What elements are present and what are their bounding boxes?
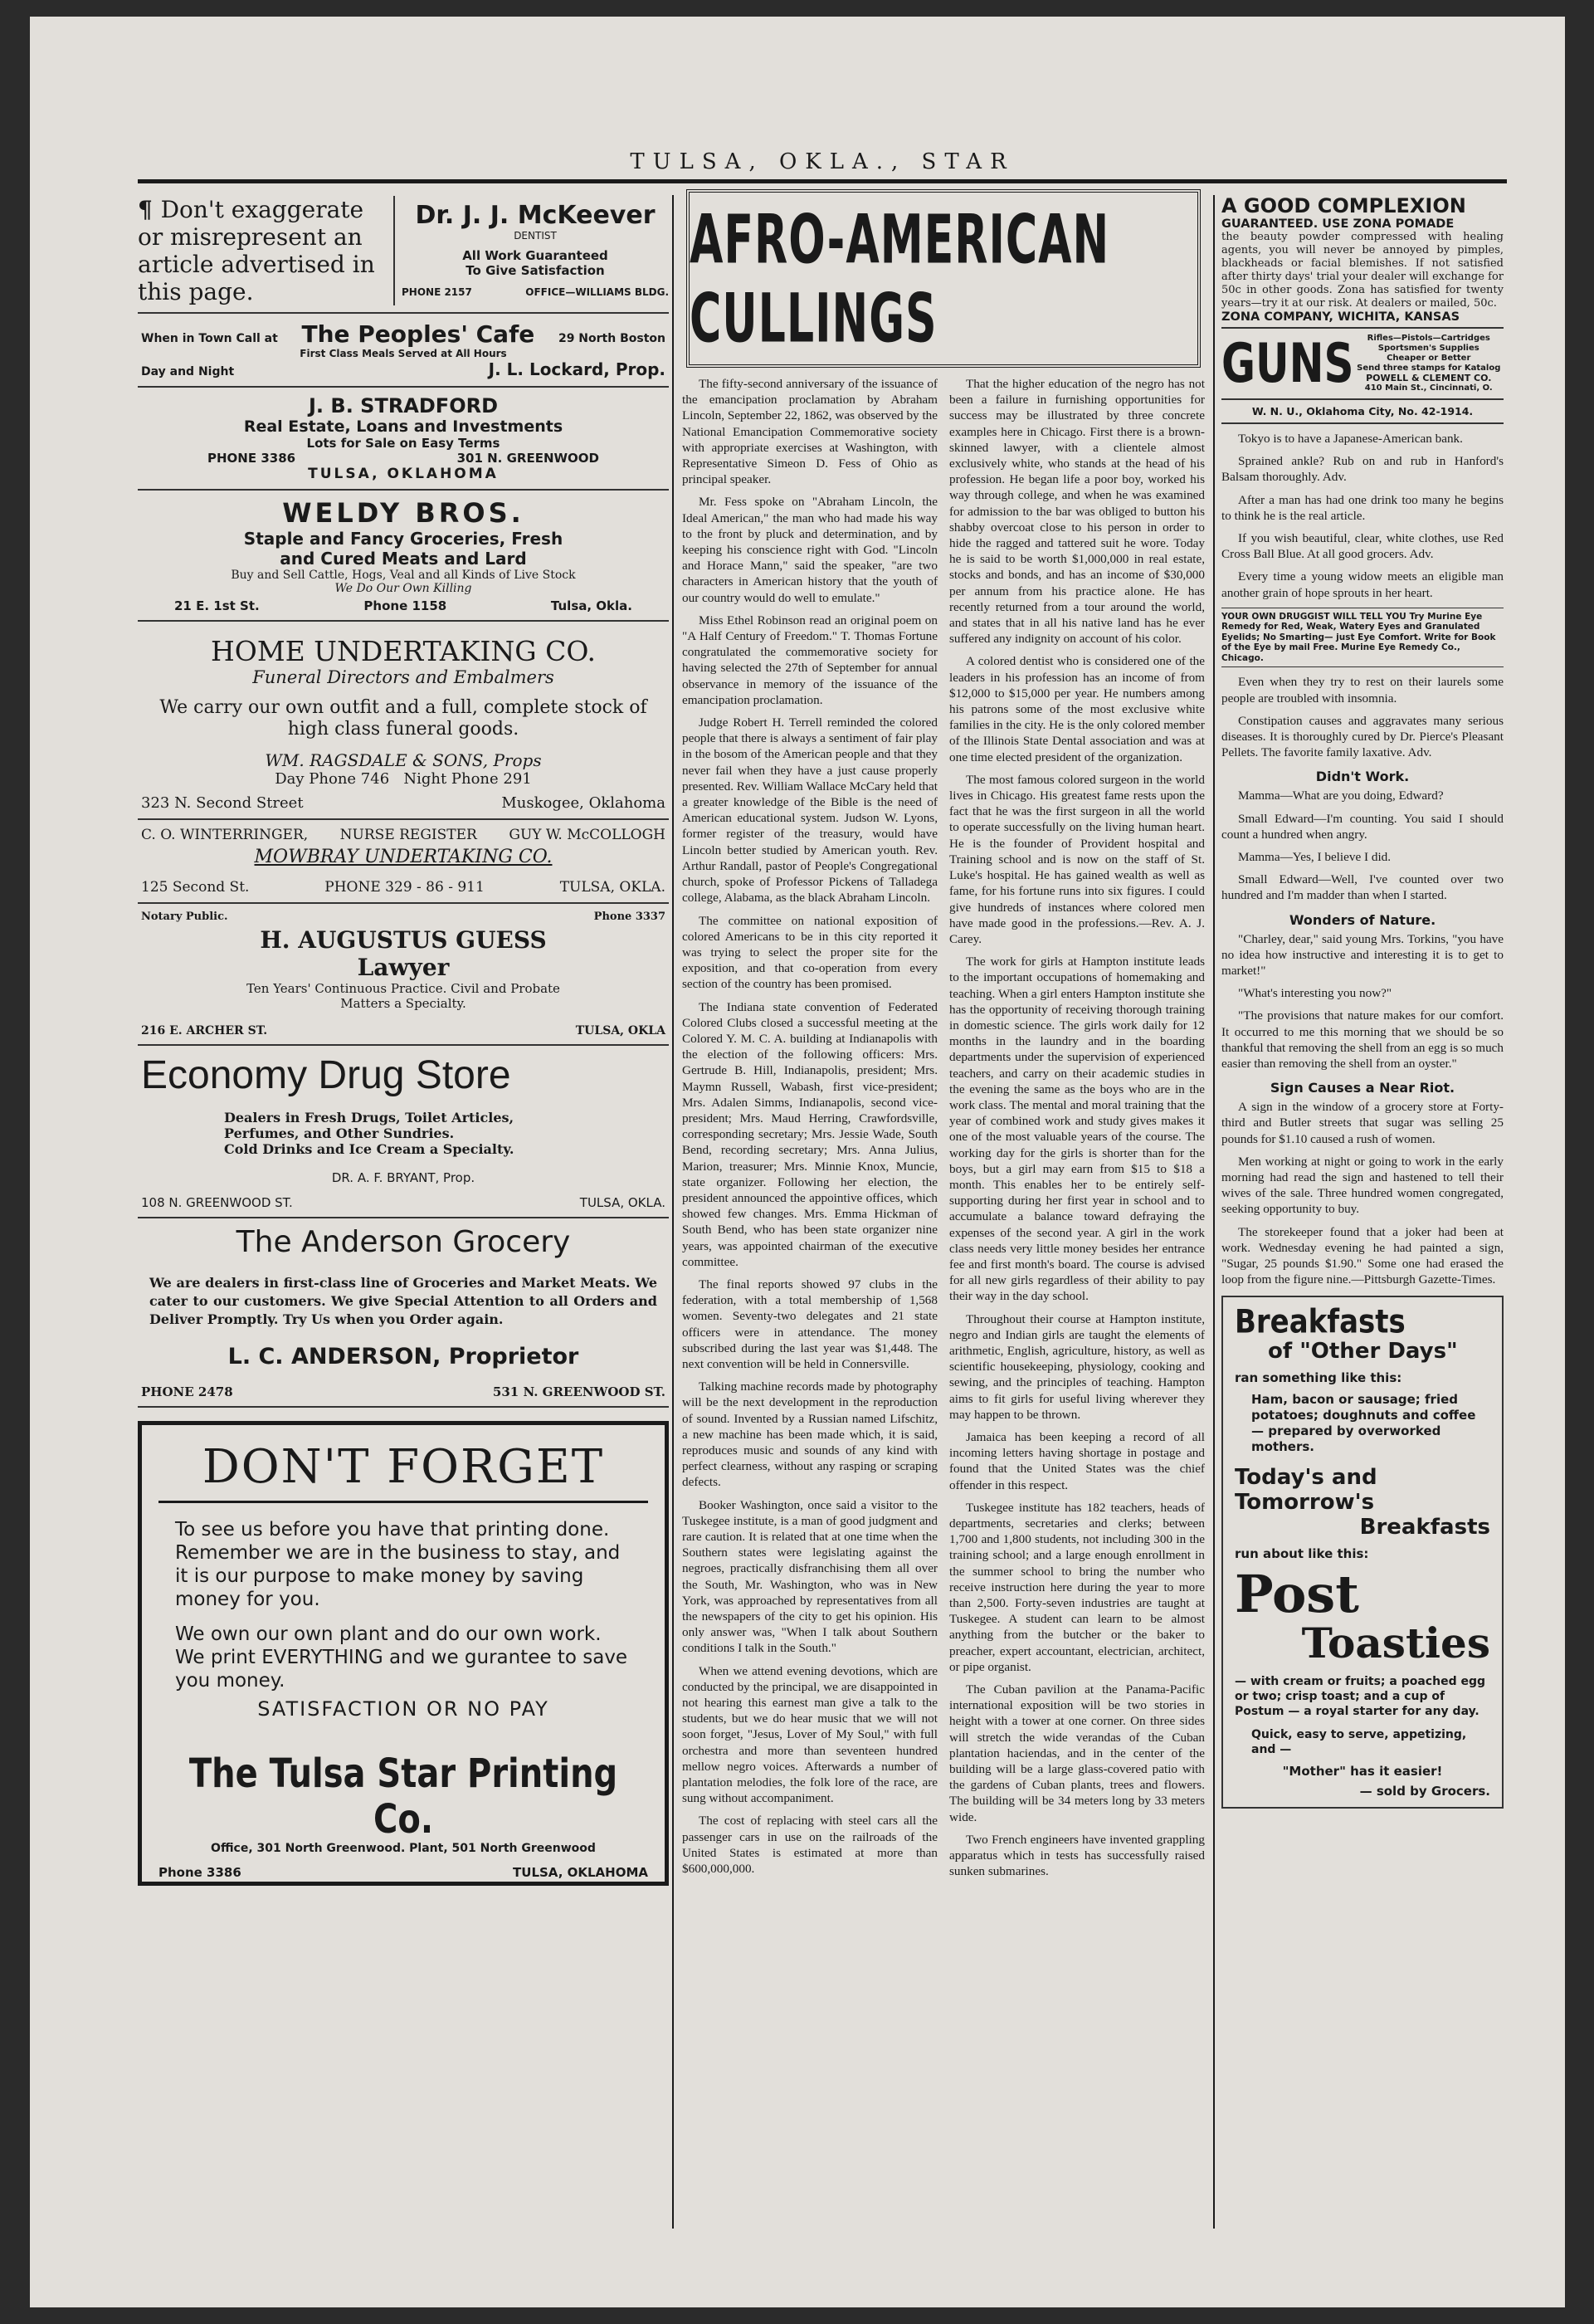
article-paragraph: Judge Robert H. Terrell reminded the colored people that there is always a sentiment of fair play in the bosom of the American people and that they never fail when they have a just cause properly presented. Rev. William Wallace McCary held that a greater knowledge of the Bible is the need of American educational system. Judson W. Lyons, former register of the treasury, would have Lincoln better studied by American youth. Rev. Arthur Randall, pastor of People's Congregational church, spoke of Professor Pickens of Talladega college, Alabama, as the black Abraham Lincoln.: [682, 715, 938, 906]
article-paragraph: The Cuban pavilion at the Panama-Pacific international exposition will be two stories in height with a tower at one corner. On three sides will stretch the wide verandas of the Cuban plantation haciendas, and in the center of the building will be a large glass-covered patio with the gardens of Cuban plants, trees and flowers. The building will be 34 meters long by 33 meters wide.: [949, 1682, 1205, 1824]
article-paragraph: That the higher education of the negro has not been a failure in furnishing opportunities for success may be illustrated by three concrete examples here in Chicago. First there is a brown-skinned lawyer, with a clientele almost exclusively white, who stands at the head of his profession. He began life a poor boy, worked his way through college, and when he was examined for admission to the bar was obliged to button his shabby overcoat close to his person in order to hide the ragged and tattered suit he wore. Today he is said to be worth $1,000,000 in real estate, stocks and bonds, and has an income of $30,000 per annum from his practice alone. He has recently returned from a tour around the world, and states that in all his native land has he ever suffered any indignity on account of his color.: [949, 377, 1205, 647]
post-toasties-ad: Breakfasts of "Other Days" ran something like this: Ham, bacon or sausage; fried potatoes; doughnuts and coffee — prepared by overworked mothers. Today's and Tomorrow's Breakfasts run about like this: Post Toasties — with cream or fruits; a poached egg or two; crisp toast; and a cup of Postum — a royal starter for any day. Quick, easy to serve, appetizing, and — "Mother" has it easier! — sold by Grocers.: [1221, 1296, 1504, 1809]
short-item: Every time a young widow meets an eligible man another grain of hope sprouts in her heart.: [1221, 569, 1504, 600]
article-paragraph: Booker Washington, once said a visitor to the Tuskegee institute, is a man of good judgment and rare caution. It is related that at one time when the Southern states were legislating against the negroes, practically disfranchising them all over the South, Mr. Washington, who was in New York, was approached by representatives from all the newspapers of the city to get his opinion. His only answer was, "When I talk about Southern conditions I talk in the South.": [682, 1497, 938, 1656]
story-paragraph: "The provisions that nature makes for our comfort. It occurred to me this morning that we should be so thankful that removing the shell from an egg is so much easier than removing the shell from an oyster.": [1221, 1008, 1504, 1071]
mckeever-row: [138, 191, 669, 314]
short-item: Constipation causes and aggravates many serious diseases. It is thoroughly cured by Dr. Pierce's Pleasant Pellets. The favorite family laxative. Adv.: [1221, 713, 1504, 760]
riot-story: Sign Causes a Near Riot. A sign in the window of a grocery store at Forty-third and Butler streets that sugar was selling 25 pounds for $1.10 caused a rush of women. Men working at night or going to work in the early morning had read the sign and hastened to tell their wives of the sale. Three hundred women congregated, seeking opportunity to buy. The storekeeper found that a joker had been at work. Wednesday evening he had painted a sign, "Sugar, 25 pounds $1.90." Some one had erased the loop from the figure nine.—Pittsburgh Gazette-Times.: [1221, 1080, 1504, 1287]
cullings-title-box: [686, 189, 1201, 368]
story-paragraph: Mamma—What are you doing, Edward?: [1238, 788, 1444, 803]
misc-column: [1221, 191, 1504, 2233]
article-paragraph: The cost of replacing with steel cars all the passenger cars in use on the railroads of the United States is estimated at more than $600,000,000.: [682, 1814, 938, 1877]
article-paragraph: The final reports showed 97 clubs in the federation, with a total membership of 1,568 women. Seventy-two delegates and 21 state officers were in attendance. The money subscribed during the last year was $1,448. The next convention will be held in Connersville.: [682, 1277, 938, 1371]
wnu-line: W. N. U., Oklahoma City, No. 42-1914.: [1221, 400, 1504, 424]
column-rule-1: [672, 195, 674, 2229]
article-paragraph: Mr. Fess spoke on "Abraham Lincoln, the Ideal American," the man who had made his way to the front by pluck and determination, and by keeping his conscience right with God. "Lincoln and Horace Mann," said the speaker, "are two characters in American history that the youth of our country would do well to emulate.": [682, 495, 938, 605]
story-paragraph: Mamma—Yes, I believe I did.: [1238, 849, 1392, 864]
article-paragraph: Talking machine records made by photography will be the next development in the reproduction of sound. Invented by a Russian named Lifschitz, a new machine has been made which, it is said, reproduces music and sounds of any kind with perfect clearness, without any rasping or scraping defects.: [682, 1379, 938, 1490]
cullings-section: [682, 189, 1205, 2231]
short-item: Even when they try to rest on their laurels some people are troubled with insomnia.: [1221, 675, 1504, 706]
wonders-story: Wonders of Nature. "Charley, dear," said young Mrs. Torkins, "you have no idea how instructive and interesting it is to get to market!" "What's interesting you now?" "The provisions that nature makes for our comfort. It occurred to me this morning that we should be so thankful that removing the shell from an egg is so much easier than removing the shell from an oyster.": [1221, 911, 1504, 1071]
peoples-cafe-ad: When in Town Call at The Peoples' Cafe 29 North Boston First Class Meals Served at All Hours Day and Night J. L. Lockard, Prop.: [138, 314, 669, 388]
masthead-rule: [138, 179, 1507, 183]
murine-ad: YOUR OWN DRUGGIST WILL TELL YOU Try Murine Eye Remedy for Red, Weak, Watery Eyes and Granulated Eyelids; No Smarting— just Eye Comfort. Write for Book of the Eye by mail Free. Murine Eye Remedy Co., Chicago.: [1221, 608, 1504, 668]
article-paragraph: Tuskegee institute has 182 teachers, heads of departments, secretaries and clerks; between 1,700 and 1,800 students, not including 300 in the training school; and a large enough enrollment in the summer school to bring the number who receive instruction here during the year to more than 2,500. Forty-seven industries are taught at Tuskegee. A student can learn to be almost anything from the butcher or the baker to preacher, expert accountant, electrician, architect, or pipe organist.: [949, 1500, 1205, 1674]
mckeever-ad: Dr. J. J. McKeever DENTIST All Work Guaranteed To Give Satisfaction PHONE 2157 OFFICE—WILLIAMS BLDG.: [402, 201, 669, 298]
economy-drug-ad: Economy Drug Store Dealers in Fresh Drugs, Toilet Articles, Perfumes, and Other Sundries. Cold Drinks and Ice Cream a Specialty. DR. A. F. BRYANT, Prop. 108 N. GREENWOOD ST. TULSA, OKLA.: [138, 1046, 669, 1218]
dont-forget-ad: DON'T FORGET To see us before you have that printing done. Remember we are in the business to stay, and it is our purpose to make money by saving money for you. We own our own plant and do our own work. We print EVERYTHING and we gurantee to save you money. SATISFACTION OR NO PAY The Tulsa Star Printing Co. Office, 301 North Greenwood. Plant, 501 North Greenwood Phone 3386 TULSA, OKLAHOMA: [138, 1421, 669, 1886]
article-paragraph: The most famous colored surgeon in the world lives in Chicago. His greatest fame rests upon the fact that he was the first surgeon in all the world to operate successfully on the living human heart. He is the founder of Provident hospital and Training school and is now on the staff of St. Luke's hospital. He has gained wealth as well as fame, for his fortune runs into six figures. I could give hundreds of instances where colored men have made good in the professions.—Rev. A. J. Carey.: [949, 772, 1205, 946]
zona-ad: A GOOD COMPLEXION GUARANTEED. USE ZONA POMADE the beauty powder compressed with healing agents, you will never be annoyed by pimples, blackheads or facial blemishes. If not satisfied after thirty days' trial your dealer will exchange for 50c in other goods. Zona has satisfied for twenty years—try it at our risk. At dealers or mailed, 50c. ZONA COMPANY, WICHITA, KANSAS: [1221, 191, 1504, 329]
story-paragraph: "Charley, dear," said young Mrs. Torkins, "you have no idea how instructive and interesting it is to get to market!": [1221, 931, 1504, 978]
story-paragraph: Small Edward—I'm counting. You said I should count a hundred when angry.: [1221, 811, 1504, 842]
short-item: If you wish beautiful, clear, white clothes, use Red Cross Ball Blue. At all good grocers. Adv.: [1221, 531, 1504, 562]
article-paragraph: The fifty-second anniversary of the issuance of the emancipation proclamation by Abraham Lincoln, September 22, 1862, was observed by the National Emancipation Commemorative society with appropriate exercises at Washington, with Representative Simeon D. Fess of Ohio as principal speaker.: [682, 377, 938, 487]
article-paragraph: Miss Ethel Robinson read an original poem on "A Half Century of Freedom." T. Thomas Fortune congratulated the commemorative society for having selected the 27th of September for annual observance in memory of the issuance of the emancipation proclamation.: [682, 613, 938, 707]
ads-column: [138, 191, 669, 2224]
story-paragraph: Small Edward—Well, I've counted over two hundred and I'm madder than when I started.: [1221, 872, 1504, 903]
guess-lawyer-ad: Notary Public. Phone 3337 H. AUGUSTUS GUESS Lawyer Ten Years' Continuous Practice. Civil and Probate Matters a Specialty. 216 E. ARCHER ST. TULSA, OKLA: [138, 904, 669, 1046]
newspaper-page: [30, 17, 1565, 2307]
cullings-left-column: [682, 376, 938, 1886]
guns-ad: GUNS Rifles—Pistols—Cartridges Sportsmen's Supplies Cheaper or Better Send three stamps for Katalog POWELL & CLEMENT CO. 410 Main St., Cincinnati, O.: [1221, 329, 1504, 400]
article-paragraph: The work for girls at Hampton institute leads to the important occupations of homemaking and teaching. When a girl enters Hampton institute she has the opportunity of receiving thorough training in domestic science. The girls work daily for 12 months in the laundry and in the boarding departments under the supervision of experienced teachers, and carry on their academic studies in the evening the same as the boys who are in the work class. The mental and moral training that the year of combined work and study gives makes it one of the most valuable years of the course. The working day for the girls is shorter than for the boys, but a girl may earn from $15 to $18 a month. This enables her to be entirely self-supporting during her first year in school and to accumulate a balance toward defraying the expenses of the second year. A girl in the work class needs very little money besides her entrance fee and first month's board. The course is advised for all new girls regardless of their ability to pay their way in the day school.: [949, 954, 1205, 1304]
masthead: TULSA, OKLA., STAR: [630, 149, 1015, 174]
article-paragraph: A colored dentist who is considered one of the leaders in his profession has an income of from $12,000 to $15,000 per year. He numbers among his patrons some of the most exclusive white families in the city. He is the only colored member of the Illinois State Dental association and was at one time elected president of the organization.: [949, 654, 1205, 764]
didnt-work-story: Didn't Work. Mamma—What are you doing, Edward? Small Edward—I'm counting. You said I should count a hundred when angry. Mamma—Yes, I believe I did. Small Edward—Well, I've counted over two hundred and I'm madder than when I started.: [1221, 769, 1504, 903]
cullings-right-column: [949, 376, 1205, 1886]
story-paragraph: A sign in the window of a grocery store at Forty-third and Butler streets that sugar was selling 25 pounds for $1.10 caused a rush of women.: [1221, 1100, 1504, 1146]
article-paragraph: Throughout their course at Hampton institute, negro and Indian girls are taught the elements of arithmetic, English, agriculture, history, as well as scientific housekeeping, physiology, cooking and sewing, and the principles of teaching. Hampton aims to fit girls for useful living wherever they may happen to be thrown.: [949, 1311, 1205, 1422]
short-items: [1221, 431, 1504, 601]
column-rule-2: [1213, 195, 1215, 2229]
article-paragraph: Two French engineers have invented grappling apparatus which in tests has successfully raised sunken submarines.: [949, 1832, 1205, 1879]
article-paragraph: The Indiana state convention of Federated Colored Clubs closed a successful meeting at the Colored Y. M. C. A. building at Indianapolis with the election of the following officers: Mrs. Gertrude B. Hill, Indianapolis, president; Mrs. Maymn Russell, Wabash, first vice-president; Mrs. Adalen Simms, Indianapolis, second vice-president; Mrs. Maud Herring, Crawfordsville, corresponding secretary; Mrs. Jessie Wade, South Bend, recording secretary; Mrs. Anna Julius, Marion, treasurer; Mrs. Minnie Knox, Muncie, state organizer. Following her election, the president announced the appointive offices, which showed few changes. Mrs. Emma Hickman of South Bend, who has been state organizer nine years, was appointed chairman of the executive committee.: [682, 999, 938, 1269]
paragraph-mark-icon: ¶: [138, 196, 161, 223]
short-item: Tokyo is to have a Japanese-American bank.: [1238, 432, 1463, 446]
story-paragraph: Men working at night or going to work in the early morning had read the sign and hastened to tell their wives of the sale. Three hundred women congregated, seeking opportunity to buy.: [1221, 1154, 1504, 1217]
story-paragraph: The storekeeper found that a joker had been at work. Wednesday evening he had painted a sign, "Sugar, 25 pounds $1.90." Some one had erased the loop from the figure nine.—Pittsburgh Gazette-Times.: [1221, 1224, 1504, 1287]
cullings-title: AFRO-AMERICAN CULLINGS: [690, 199, 1110, 358]
short-items-2: [1221, 674, 1504, 760]
home-undertaking-ad: HOME UNDERTAKING CO. Funeral Directors and Embalmers We carry our own outfit and a full, complete stock of high class funeral goods. WM. RAGSDALE & SONS, Props Day Phone 746 Night Phone 291 323 N. Second Street Muskogee, Oklahoma: [138, 622, 669, 820]
story-paragraph: "What's interesting you now?": [1238, 986, 1392, 1001]
short-item: Sprained ankle? Rub on and rub in Hanford's Balsam thoroughly. Adv.: [1221, 454, 1504, 485]
article-paragraph: The committee on national exposition of colored Americans to be in this city reported it was trying to select the proper site for the exposition, and that co-operation from every section of the country has been promised.: [682, 913, 938, 992]
mowbray-ad: C. O. WINTERRINGER, NURSE REGISTER GUY W. McCOLLOGH MOWBRAY UNDERTAKING CO. 125 Second St. PHONE 329 - 86 - 911 TULSA, OKLA.: [138, 820, 669, 904]
anderson-grocery-ad: The Anderson Grocery We are dealers in first-class line of Groceries and Market Meats. We cater to our customers. We give Special Attention to all Orders and Deliver Promptly. Try Us when you Order again. L. C. ANDERSON, Proprietor PHONE 2478 531 N. GREENWOOD ST.: [138, 1218, 669, 1408]
article-paragraph: When we attend evening devotions, which are conducted by the principal, we are disappointed in not hearing this earnest man give a talk to the students, but we do hear music that we will not soon forget, "Jesus, Lover of My Soul," with full orchestra and more than seventeen hundred mellow negro voices. Afterwards a number of plantation melodies, the folk lore of the race, are sung without accompaniment.: [682, 1663, 938, 1806]
article-paragraph: Jamaica has been keeping a record of all incoming letters having shortage in postage and found that the United States was the chief offender in this respect.: [949, 1430, 1205, 1492]
stradford-ad: J. B. STRADFORD Real Estate, Loans and Investments Lots for Sale on Easy Terms PHONE 3386 301 N. GREENWOOD TULSA, OKLAHOMA: [138, 388, 669, 491]
weldy-bros-ad: WELDY BROS. Staple and Fancy Groceries, Fresh and Cured Meats and Lard Buy and Sell Cattle, Hogs, Veal and all Kinds of Live Stock We Do Our Own Killing 21 E. 1st St. Phone 1158 Tulsa, Okla.: [138, 491, 669, 622]
exaggerate-notice: ¶ Don't exaggerate or misrepresent an article advertised in this page.: [138, 196, 395, 305]
short-item: After a man has had one drink too many he begins to think he is the real article.: [1221, 492, 1504, 523]
